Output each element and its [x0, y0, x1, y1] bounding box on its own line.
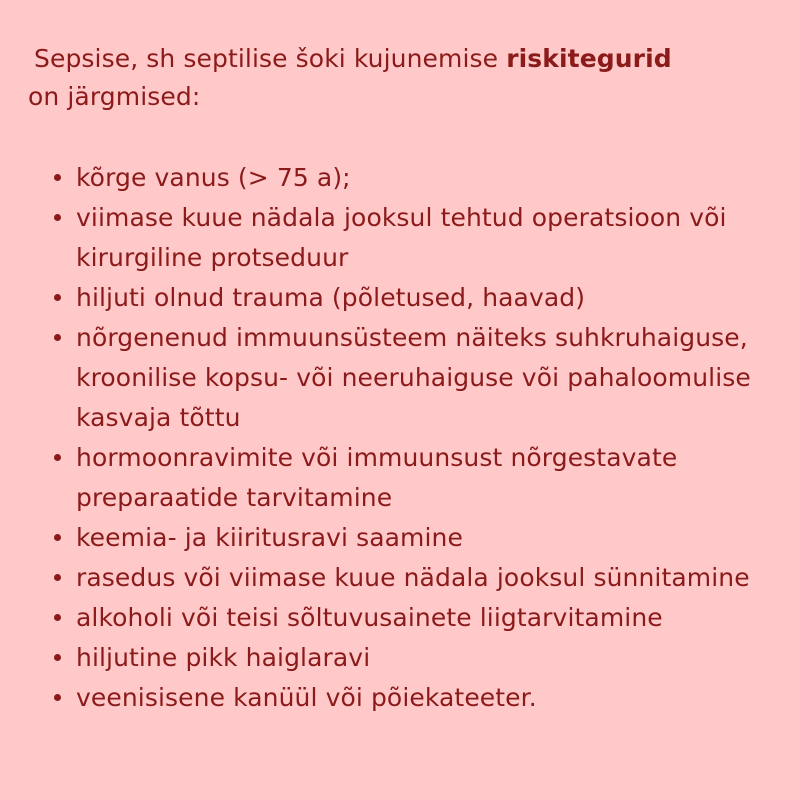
risk-factor-text: hormoonravimite või immuunsust nõrgestavate preparaatide tarvitamine: [76, 443, 678, 512]
bullet-icon: [54, 334, 61, 341]
bullet-icon: [54, 654, 61, 661]
bullet-icon: [54, 214, 61, 221]
risk-factor-text: hiljuti olnud trauma (põletused, haavad): [76, 283, 586, 312]
risk-factor-item: [28, 598, 772, 638]
risk-factor-list: [28, 158, 772, 718]
bullet-icon: [54, 574, 61, 581]
risk-factor-item: [28, 558, 772, 598]
risk-factor-text: nõrgenenud immuunsüsteem näiteks suhkruhaiguse, kroonilise kopsu- või neeruhaiguse või pahaloomulise kasvaja tõttu: [76, 323, 751, 432]
risk-factor-item: [28, 438, 772, 518]
risk-factor-item: [28, 638, 772, 678]
risk-factor-item: [28, 318, 772, 438]
risk-factor-text: veenisisene kanüül või põiekateeter.: [76, 683, 537, 712]
bullet-icon: [54, 294, 61, 301]
risk-factor-text: rasedus või viimase kuue nädala jooksul sünnitamine: [76, 563, 750, 592]
intro-text-after: on järgmised:: [28, 82, 201, 111]
risk-factor-text: kõrge vanus (> 75 a);: [76, 163, 351, 192]
risk-factor-text: keemia- ja kiiritusravi saamine: [76, 523, 463, 552]
risk-factor-item: [28, 198, 772, 278]
intro-text-before: Sepsise, sh septilise šoki kujunemise: [34, 44, 499, 73]
bullet-icon: [54, 174, 61, 181]
risk-factor-item: [28, 158, 772, 198]
bullet-icon: [54, 694, 61, 701]
risk-factor-item: [28, 278, 772, 318]
risk-factor-item: [28, 518, 772, 558]
risk-factor-text: hiljutine pikk haiglaravi: [76, 643, 371, 672]
risk-factor-text: alkoholi või teisi sõltuvusainete liigtarvitamine: [76, 603, 663, 632]
intro-paragraph: [28, 40, 772, 116]
bullet-icon: [54, 614, 61, 621]
risk-factor-item: [28, 678, 772, 718]
bullet-icon: [54, 454, 61, 461]
risk-factor-text: viimase kuue nädala jooksul tehtud operatsioon või kirurgiline protseduur: [76, 203, 727, 272]
bullet-icon: [54, 534, 61, 541]
intro-highlight: riskitegurid: [506, 44, 672, 73]
